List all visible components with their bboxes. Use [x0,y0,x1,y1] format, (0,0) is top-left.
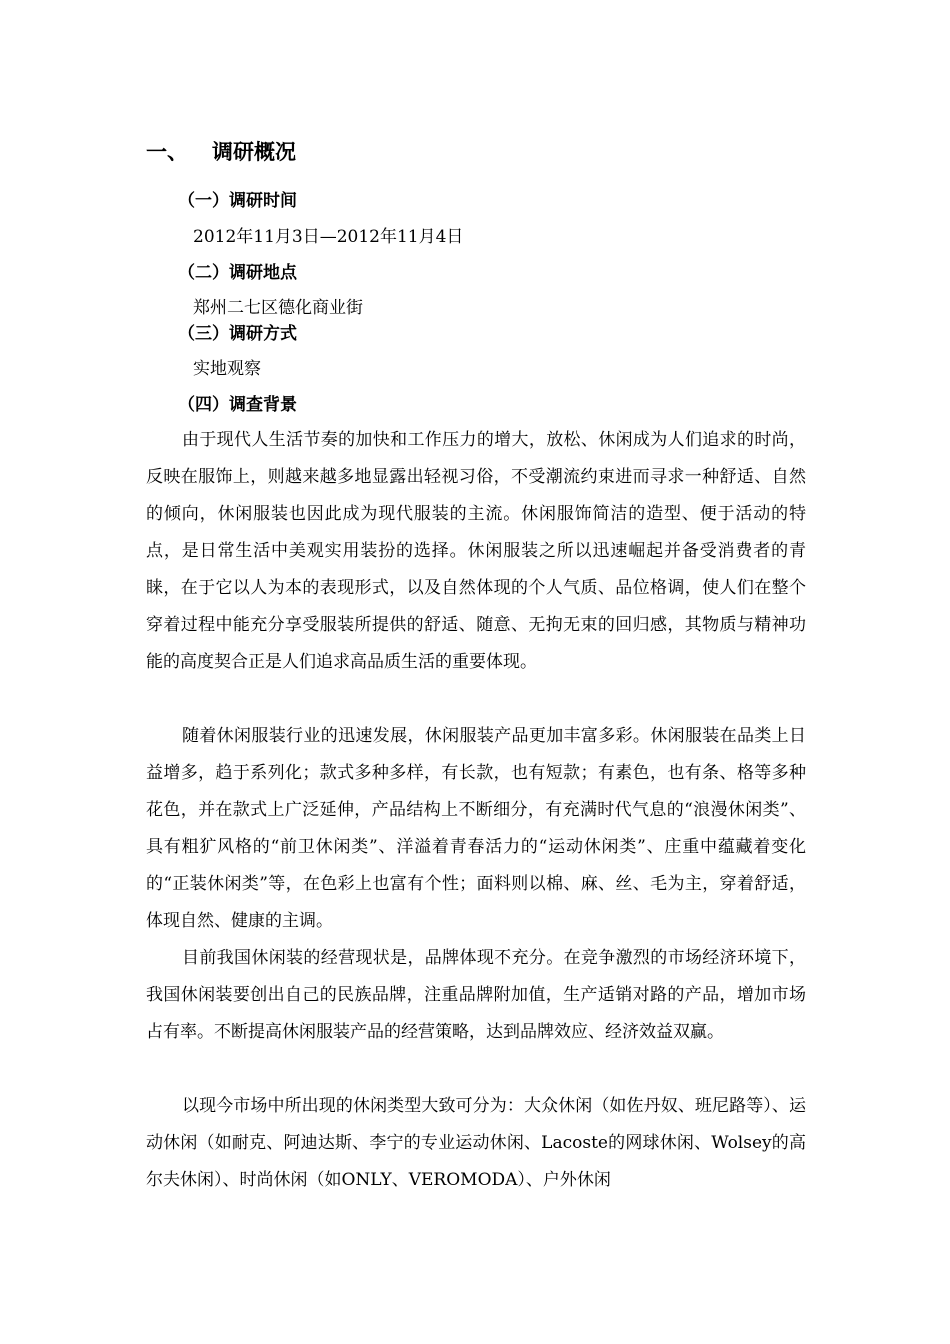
section-number: 一、 [146,140,188,164]
subsection-heading-method: （三）调研方式 [178,324,297,344]
subsection-heading-time: （一）调研时间 [178,191,297,211]
research-location-text: 郑州二七区德化商业街 [193,298,363,318]
section-heading [146,138,296,166]
background-paragraph-4: 以现今市场中所出现的休闲类型大致可分为：大众休闲（如佐丹奴、班尼路等）、运动休闲（如耐克、阿迪达斯、李宁的专业运动休闲、Lacoste的网球休闲、Wolsey的高尔夫休闲）、时尚休闲（如ONLY、VEROMODA）、户外休闲 [146,1096,806,1190]
research-time-text: 2012年11月3日—2012年11月4日 [193,227,464,247]
background-paragraph-2: 随着休闲服装行业的迅速发展，休闲服装产品更加丰富多彩。休闲服装在品类上日益增多，趋于系列化；款式多种多样，有长款，也有短款；有素色，也有条、格等多种花色，并在款式上广泛延伸，产品结构上不断细分，有充满时代气息的“浪漫休闲类”、具有粗犷风格的“前卫休闲类”、洋溢着青春活力的“运动休闲类”、庄重中蕴藏着变化的“正装休闲类”等，在色彩上也富有个性；面料则以棉、麻、丝、毛为主，穿着舒适，体现自然、健康的主调。 [146,726,806,931]
subsection-heading-location: （二）调研地点 [178,263,297,283]
research-method-text: 实地观察 [193,359,261,379]
background-paragraph-1: 由于现代人生活节奏的加快和工作压力的增大，放松、休闲成为人们追求的时尚，反映在服饰上，则越来越多地显露出轻视习俗，不受潮流约束进而寻求一种舒适、自然的倾向，休闲服装也因此成为现代服装的主流。休闲服饰简洁的造型、便于活动的特点，是日常生活中美观实用装扮的选择。休闲服装之所以迅速崛起并备受消费者的青睐，在于它以人为本的表现形式，以及自然体现的个人气质、品位格调，使人们在整个穿着过程中能充分享受服装所提供的舒适、随意、无拘无束的回归感，其物质与精神功能的高度契合正是人们追求高品质生活的重要体现。 [146,430,806,672]
section-title: 调研概况 [212,140,296,164]
background-paragraph-3: 目前我国休闲装的经营现状是，品牌体现不充分。在竞争激烈的市场经济环境下，我国休闲装要创出自己的民族品牌，注重品牌附加值，生产适销对路的产品，增加市场占有率。不断提高休闲服装产品的经营策略，达到品牌效应、经济效益双赢。 [146,948,806,1042]
subsection-heading-background: （四）调查背景 [178,395,297,415]
